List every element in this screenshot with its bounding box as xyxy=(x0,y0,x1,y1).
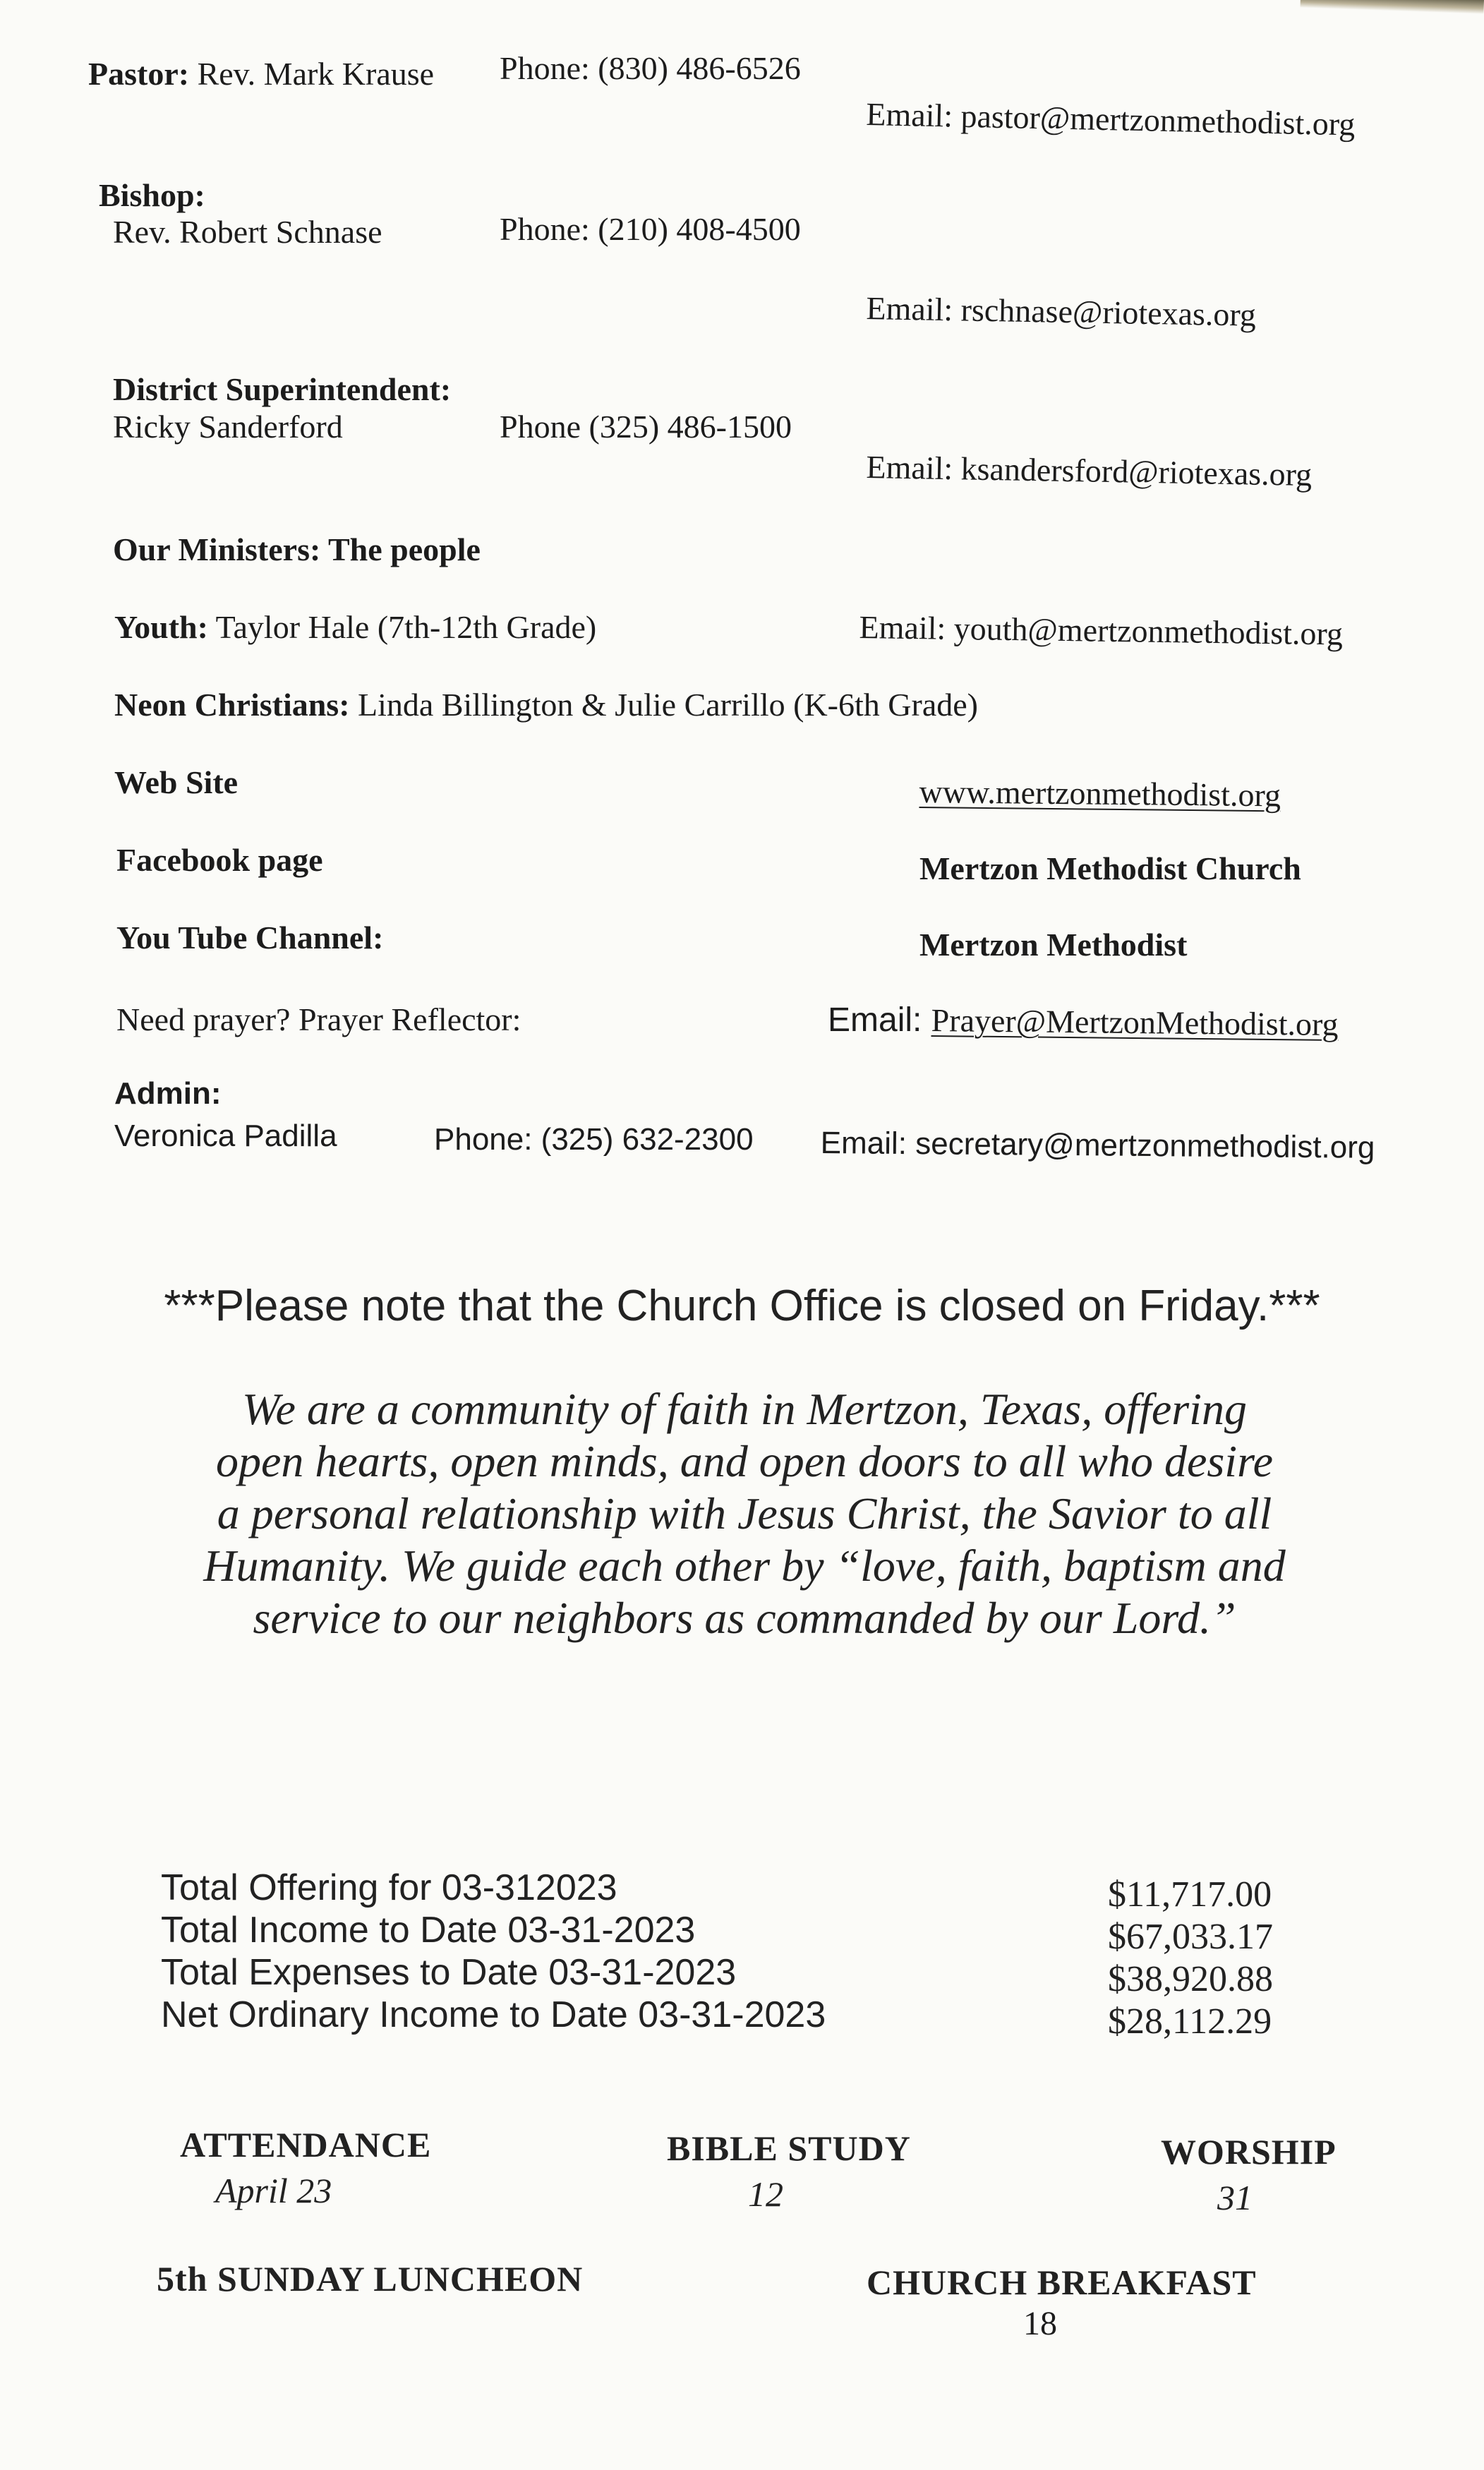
youtube-value: Mertzon Methodist xyxy=(919,927,1188,963)
website-label: Web Site xyxy=(114,764,239,800)
mission-line: a personal relationship with Jesus Christ, the Savior to all xyxy=(217,1488,1272,1538)
ds-email[interactable]: Email: ksandersford@riotexas.org xyxy=(866,448,1313,493)
ds-label: District Superintendent: xyxy=(113,371,452,407)
neon-row xyxy=(114,686,978,723)
bishop-phone: Phone: (210) 408-4500 xyxy=(500,211,801,247)
admin-email[interactable]: Email: secretary@mertzonmethodist.org xyxy=(820,1126,1375,1165)
worship-count: 31 xyxy=(1217,2178,1253,2217)
breakfast-count: 18 xyxy=(1023,2305,1057,2342)
pastor-name: Rev. Mark Krause xyxy=(197,56,435,92)
luncheon-label: 5th SUNDAY LUNCHEON xyxy=(157,2259,584,2299)
finance-label: Total Expenses to Date 03-31-2023 xyxy=(161,1952,737,1993)
youth-name: Taylor Hale (7th-12th Grade) xyxy=(215,609,597,645)
admin-name: Veronica Padilla xyxy=(114,1119,337,1153)
bishop-name: Rev. Robert Schnase xyxy=(113,214,382,250)
finance-label: Total Income to Date 03-31-2023 xyxy=(161,1910,696,1951)
pastor-row xyxy=(88,55,434,92)
finance-value: $38,920.88 xyxy=(1108,1959,1273,1999)
facebook-value: Mertzon Methodist Church xyxy=(919,850,1301,886)
website-link[interactable]: www.mertzonmethodist.org xyxy=(919,773,1281,814)
prayer-label: Need prayer? Prayer Reflector: xyxy=(116,1001,521,1037)
bishop-email[interactable]: Email: rschnase@riotexas.org xyxy=(866,289,1257,333)
youth-email[interactable]: Email: youth@mertzonmethodist.org xyxy=(859,608,1344,652)
youth-label: Youth: xyxy=(114,609,208,645)
pastor-phone: Phone: (830) 486-6526 xyxy=(500,50,801,86)
youtube-label: You Tube Channel: xyxy=(116,920,384,956)
finance-value: $11,717.00 xyxy=(1108,1874,1272,1915)
finance-label: Net Ordinary Income to Date 03-31-2023 xyxy=(161,1994,826,2035)
mission-line: Humanity. We guide each other by “love, faith, baptism and xyxy=(203,1541,1286,1591)
bishop-label: Bishop: xyxy=(99,177,205,213)
neon-names: Linda Billington & Julie Carrillo (K-6th Grade) xyxy=(358,687,978,723)
mission-line: We are a community of faith in Mertzon, Texas, offering xyxy=(242,1384,1247,1434)
facebook-label: Facebook page xyxy=(116,842,323,878)
mission-line: service to our neighbors as commanded by our Lord.” xyxy=(253,1593,1236,1643)
ds-name: Ricky Sanderford xyxy=(113,409,343,445)
prayer-email-link[interactable]: Prayer@MertzonMethodist.org xyxy=(931,1002,1339,1043)
attendance-heading: ATTENDANCE xyxy=(180,2125,432,2164)
mission-line: open hearts, open minds, and open doors to all who desire xyxy=(216,1436,1273,1486)
pastor-email[interactable]: Email: pastor@mertzonmethodist.org xyxy=(865,95,1356,143)
office-closed-notice: ***Please note that the Church Office is closed on Friday.*** xyxy=(164,1282,1320,1330)
neon-label: Neon Christians: xyxy=(114,687,350,723)
breakfast-label: CHURCH BREAKFAST xyxy=(867,2263,1257,2302)
bible-study-count: 12 xyxy=(748,2174,783,2214)
youth-row xyxy=(114,608,596,646)
page-edge-shadow xyxy=(1300,0,1484,14)
admin-phone: Phone: (325) 632-2300 xyxy=(434,1122,754,1157)
attendance-date: April 23 xyxy=(215,2171,332,2210)
finance-label: Total Offering for 03-312023 xyxy=(161,1867,617,1908)
finance-value: $67,033.17 xyxy=(1108,1917,1273,1957)
finance-value: $28,112.29 xyxy=(1108,2001,1272,2042)
bible-study-label: BIBLE STUDY xyxy=(667,2128,911,2168)
admin-label: Admin: xyxy=(114,1076,222,1111)
mission-statement xyxy=(162,1383,1327,1644)
prayer-email-row xyxy=(828,1001,1339,1043)
prayer-email-prefix: Email: xyxy=(828,1001,922,1039)
pastor-label: Pastor: xyxy=(88,56,190,92)
ministers-line: Our Ministers: The people xyxy=(113,531,481,567)
ds-phone: Phone (325) 486-1500 xyxy=(500,409,792,445)
worship-label: WORSHIP xyxy=(1161,2132,1337,2171)
